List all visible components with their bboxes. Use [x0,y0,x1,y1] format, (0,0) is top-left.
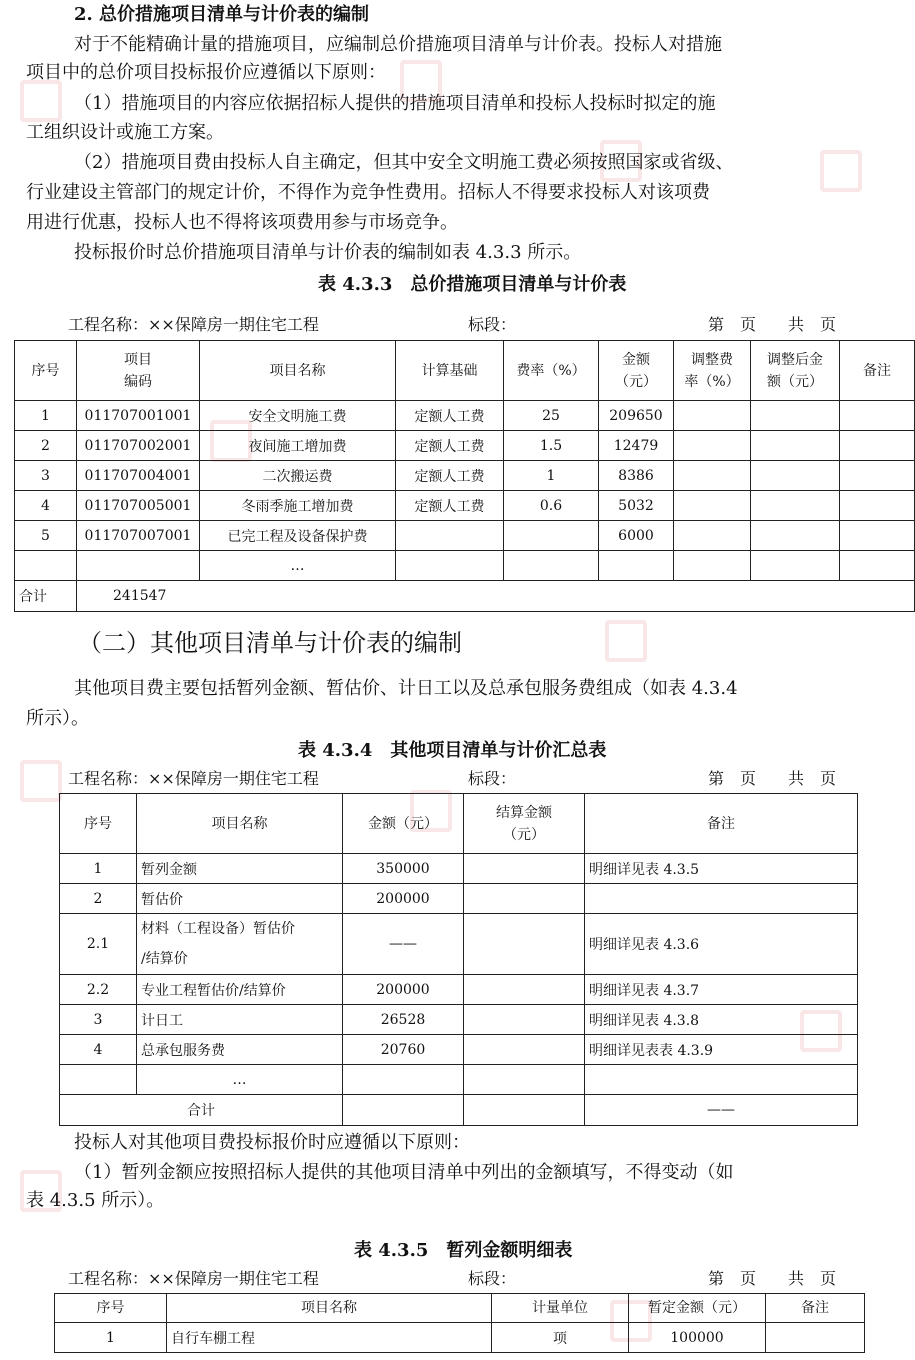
cell [751,461,840,491]
paragraph-line: 行业建设主管部门的规定计价，不得作为竞争性费用。招标人不得要求投标人对该项费 [26,182,710,203]
cell [464,975,585,1005]
cell: 1 [15,401,77,431]
cell: 011707007001 [77,521,200,551]
table-caption: 表 4.3.5 暂列金额明细表 [354,1240,573,1261]
header-cell: 计算基础 [396,341,504,401]
watermark-logo-icon [605,620,647,662]
cell: 定额人工费 [396,491,504,521]
cell: 20760 [343,1035,464,1065]
table-row [55,1323,865,1353]
cell [60,1065,137,1095]
total-value: 241547 [77,581,915,612]
cell: 安全文明施工费 [200,401,396,431]
cell [585,1065,858,1095]
cell [840,521,915,551]
watermark-logo-icon [820,150,862,192]
cell: 4 [60,1035,137,1065]
cell: 3 [60,1005,137,1035]
paragraph-line: 投标人对其他项目费投标报价时应遵循以下原则： [74,1132,470,1153]
cell [504,521,599,551]
section-label: 标段： [468,1269,517,1288]
cell: 2.1 [60,914,137,975]
paragraph-line: 对于不能精确计量的措施项目，应编制总价措施项目清单与计价表。投标人对措施 [74,34,722,55]
cell: 定额人工费 [396,401,504,431]
cell [396,551,504,581]
paragraph-line: （2）措施项目费由投标人自主确定，但其中安全文明施工费必须按照国家或省级、 [74,152,734,173]
cell: 自行车棚工程 [167,1323,492,1353]
cell [464,1035,585,1065]
cell [585,884,858,914]
cell: 5 [15,521,77,551]
cell [751,521,840,551]
cell [464,1065,585,1095]
cell [396,521,504,551]
table-row [15,491,915,521]
table-total-row [60,1095,858,1126]
total-label: 合计 [15,581,77,612]
table-header-row [15,341,915,401]
total-note: —— [585,1095,858,1126]
cell: 1.5 [504,431,599,461]
table-row [15,551,915,581]
total-label: 合计 [60,1095,343,1126]
cell: 夜间施工增加费 [200,431,396,461]
table-row [15,431,915,461]
table-row [60,854,858,884]
table-row [15,461,915,491]
cell: 1 [60,854,137,884]
table-total-row [15,581,915,612]
cell: 200000 [343,975,464,1005]
header-cell: 项目名称 [167,1294,492,1323]
cell: 12479 [599,431,674,461]
table-row [60,914,858,975]
cell [840,401,915,431]
cell: 6000 [599,521,674,551]
cell [464,854,585,884]
table-row [60,1065,858,1095]
header-cell: 调整后金 额（元） [751,341,840,401]
header-cell: 暂定金额（元） [629,1294,766,1323]
cell [599,551,674,581]
cell [751,401,840,431]
cell: 明细详见表 4.3.6 [585,914,858,975]
header-cell: 计量单位 [492,1294,629,1323]
header-cell: 项目 编码 [77,341,200,401]
cell: 定额人工费 [396,431,504,461]
table-row [60,1005,858,1035]
cell [464,884,585,914]
project-name: 工程名称：××保障房一期住宅工程 [68,769,319,788]
paragraph-line: （1）暂列金额应按照招标人提供的其他项目清单中列出的金额填写，不得变动（如 [74,1162,734,1183]
cell: 项 [492,1323,629,1353]
watermark-logo-icon [20,760,62,802]
table-caption: 表 4.3.4 其他项目清单与计价汇总表 [298,740,607,761]
cell: 5032 [599,491,674,521]
header-cell: 金额（元） [343,794,464,854]
cell [840,431,915,461]
header-cell: 备注 [585,794,858,854]
watermark-logo-icon [20,80,62,122]
paragraph-line: 其他项目费主要包括暂列金额、暂估价、计日工以及总承包服务费组成（如表 4.3.4 [74,678,738,699]
cell [674,431,751,461]
table-caption: 表 4.3.3 总价措施项目清单与计价表 [318,274,627,295]
cell: 二次搬运费 [200,461,396,491]
cell: … [200,551,396,581]
header-cell: 备注 [840,341,915,401]
cell [840,551,915,581]
cell: 350000 [343,854,464,884]
header-cell: 项目名称 [137,794,343,854]
cell: —— [343,914,464,975]
cell [343,1095,464,1126]
header-cell: 序号 [55,1294,167,1323]
cell [15,551,77,581]
cell: 暂估价 [137,884,343,914]
project-name: 工程名称：××保障房一期住宅工程 [68,1269,319,1288]
cell: 8386 [599,461,674,491]
cell: 26528 [343,1005,464,1035]
cell: 2 [15,431,77,461]
cell [674,551,751,581]
cell [343,1065,464,1095]
cell [464,1095,585,1126]
provisional-sum-table [54,1293,865,1353]
cell [840,491,915,521]
price-measures-table [14,340,915,612]
header-cell: 费率（%） [504,341,599,401]
header-cell: 调整费 率（%） [674,341,751,401]
page-indicator: 第 页 共 页 [708,769,837,788]
cell: 1 [55,1323,167,1353]
cell [674,521,751,551]
table-row [60,884,858,914]
header-cell: 序号 [60,794,137,854]
section-title: （二）其他项目清单与计价表的编制 [78,629,462,657]
cell: 011707005001 [77,491,200,521]
cell [77,551,200,581]
cell: 4 [15,491,77,521]
other-items-summary-table [59,793,858,1126]
cell [464,914,585,975]
cell: 已完工程及设备保护费 [200,521,396,551]
cell [504,551,599,581]
table-row [15,521,915,551]
cell: 011707002001 [77,431,200,461]
cell: 25 [504,401,599,431]
cell: 专业工程暂估价/结算价 [137,975,343,1005]
cell: 材料（工程设备）暂估价 /结算价 [137,914,343,975]
cell: 明细详见表 4.3.5 [585,854,858,884]
section-label: 标段： [468,769,517,788]
header-cell: 结算金额 （元） [464,794,585,854]
cell: 明细详见表 4.3.8 [585,1005,858,1035]
table-row [15,401,915,431]
header-cell: 备注 [766,1294,865,1323]
paragraph-line: 用进行优惠，投标人也不得将该项费用参与市场竞争。 [26,212,458,233]
cell: 3 [15,461,77,491]
header-cell: 序号 [15,341,77,401]
header-cell: 金额 （元） [599,341,674,401]
table-row [60,1035,858,1065]
cell [751,551,840,581]
cell: 2.2 [60,975,137,1005]
cell: 1 [504,461,599,491]
cell [751,491,840,521]
paragraph-line: 项目中的总价项目投标报价应遵循以下原则： [26,62,386,83]
cell [674,491,751,521]
cell: 0.6 [504,491,599,521]
cell [840,461,915,491]
paragraph-line: 表 4.3.5 所示）。 [26,1190,165,1211]
cell: 209650 [599,401,674,431]
table-header-row [60,794,858,854]
cell [751,431,840,461]
section-label: 标段： [468,315,517,334]
cell [674,401,751,431]
cell: 明细详见表表 4.3.9 [585,1035,858,1065]
header-cell: 项目名称 [200,341,396,401]
cell: 明细详见表 4.3.7 [585,975,858,1005]
cell: 100000 [629,1323,766,1353]
cell: … [137,1065,343,1095]
cell: 200000 [343,884,464,914]
table-row [60,975,858,1005]
project-name: 工程名称：××保障房一期住宅工程 [68,315,319,334]
cell: 暂列金额 [137,854,343,884]
cell: 定额人工费 [396,461,504,491]
cell: 计日工 [137,1005,343,1035]
paragraph-line: 所示）。 [26,708,89,729]
paragraph-line: 投标报价时总价措施项目清单与计价表的编制如表 4.3.3 所示。 [74,242,582,263]
cell: 011707004001 [77,461,200,491]
cell: 011707001001 [77,401,200,431]
cell: 总承包服务费 [137,1035,343,1065]
cell [674,461,751,491]
cell [766,1323,865,1353]
page-indicator: 第 页 共 页 [708,1269,837,1288]
cell: 2 [60,884,137,914]
cell: 冬雨季施工增加费 [200,491,396,521]
cell [464,1005,585,1035]
page-indicator: 第 页 共 页 [708,315,837,334]
section-title: 2. 总价措施项目清单与计价表的编制 [74,4,370,25]
paragraph-line: （1）措施项目的内容应依据招标人提供的措施项目清单和投标人投标时拟定的施 [74,93,716,114]
table-header-row [55,1294,865,1323]
paragraph-line: 工组织设计或施工方案。 [26,122,224,143]
